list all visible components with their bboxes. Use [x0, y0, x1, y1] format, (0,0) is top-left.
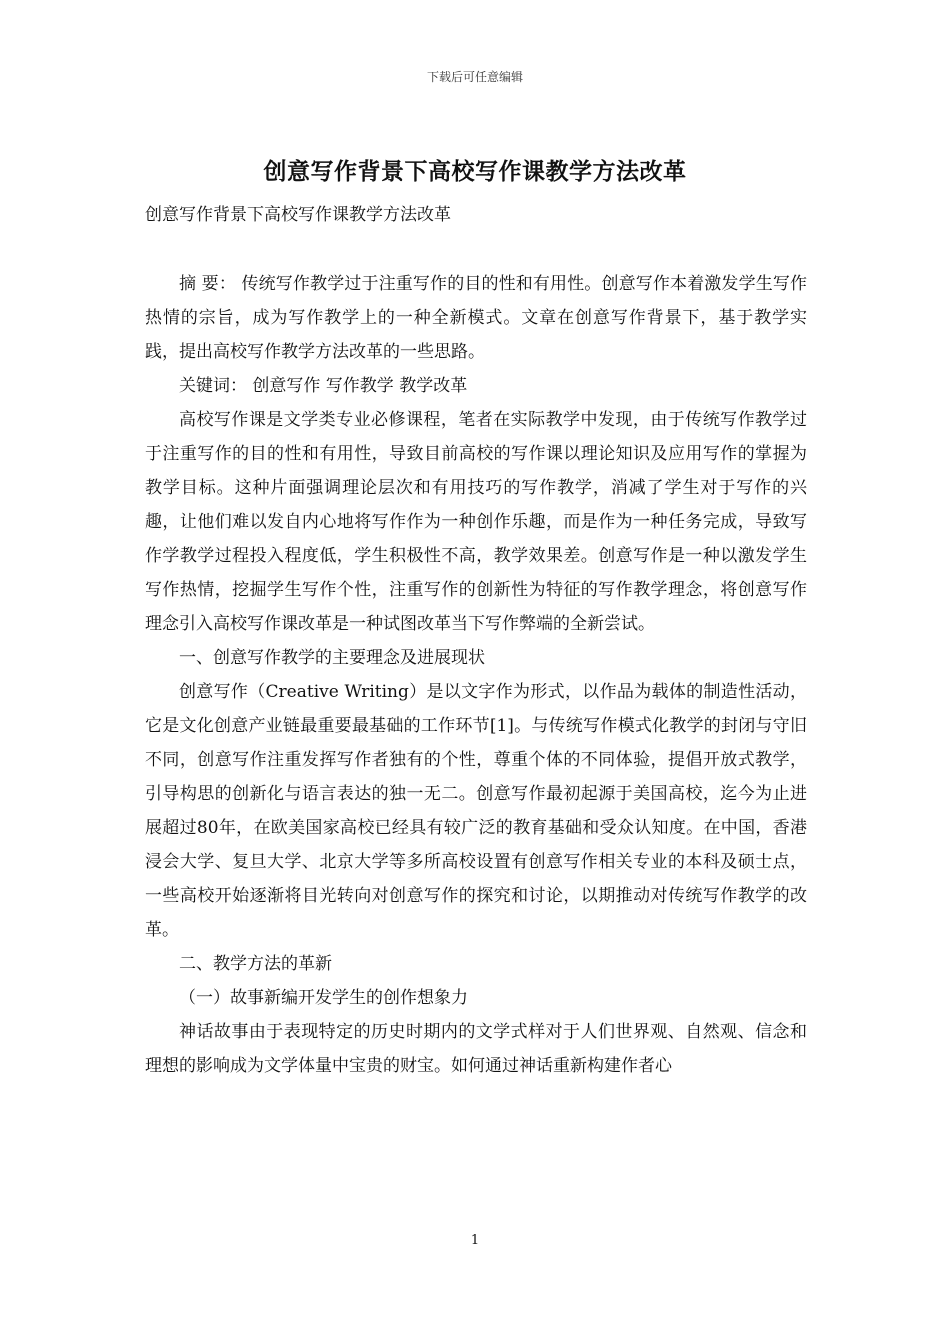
section-heading-1: 一、创意写作教学的主要理念及进展现状	[179, 648, 485, 668]
document-title: 创意写作背景下高校写作课教学方法改革	[263, 158, 687, 185]
subsection-1-paragraph: 神话故事由于表现特定的历史时期内的文学式样对于人们世界观、自然观、信念和理想的影响成为文学体量中宝贵的财宝。如何通过神话重新构建作者心	[145, 1022, 807, 1076]
document-body	[145, 267, 807, 1083]
section-heading-2: 二、教学方法的革新	[179, 954, 332, 974]
document-subtitle: 创意写作背景下高校写作课教学方法改革	[145, 205, 451, 225]
section-1-paragraph: 创意写作（Creative Writing）是以文字作为形式，以作品为载体的制造性活动，它是文化创意产业链最重要最基础的工作环节[1]。与传统写作模式化教学的封闭与守旧不同，创意写作注重发挥写作者独有的个性，尊重个体的不同体验，提倡开放式教学，引导构思的创新化与语言表达的独一无二。创意写作最初起源于美国高校，迄今为止进展超过80年，在欧美国家高校已经具有较广泛的教育基础和受众认知度。在中国，香港浸会大学、复旦大学、北京大学等多所高校设置有创意写作相关专业的本科及硕士点，一些高校开始逐渐将目光转向对创意写作的探究和讨论，以期推动对传统写作教学的改革。	[145, 682, 807, 940]
page-number: 1	[470, 1233, 480, 1248]
intro-paragraph: 高校写作课是文学类专业必修课程，笔者在实际教学中发现，由于传统写作教学过于注重写作的目的性和有用性，导致目前高校的写作课以理论知识及应用写作的掌握为教学目标。这种片面强调理论层次和有用技巧的写作教学，消减了学生对于写作的兴趣，让他们难以发自内心地将写作作为一种创作乐趣，而是作为一种任务完成，导致写作学教学过程投入程度低，学生积极性不高，教学效果差。创意写作是一种以激发学生写作热情，挖掘学生写作个性，注重写作的创新性为特征的写作教学理念，将创意写作理念引入高校写作课改革是一种试图改革当下写作弊端的全新尝试。	[145, 410, 807, 634]
header-note: 下载后可任意编辑	[426, 70, 523, 84]
subsection-heading-1: （一）故事新编开发学生的创作想象力	[179, 988, 468, 1008]
abstract-paragraph: 摘 要： 传统写作教学过于注重写作的目的性和有用性。创意写作本着激发学生写作热情的宗旨，成为写作教学上的一种全新模式。文章在创意写作背景下，基于教学实践，提出高校写作教学方法改革的一些思路。	[145, 274, 807, 362]
keywords-paragraph: 关键词： 创意写作 写作教学 教学改革	[179, 376, 468, 396]
